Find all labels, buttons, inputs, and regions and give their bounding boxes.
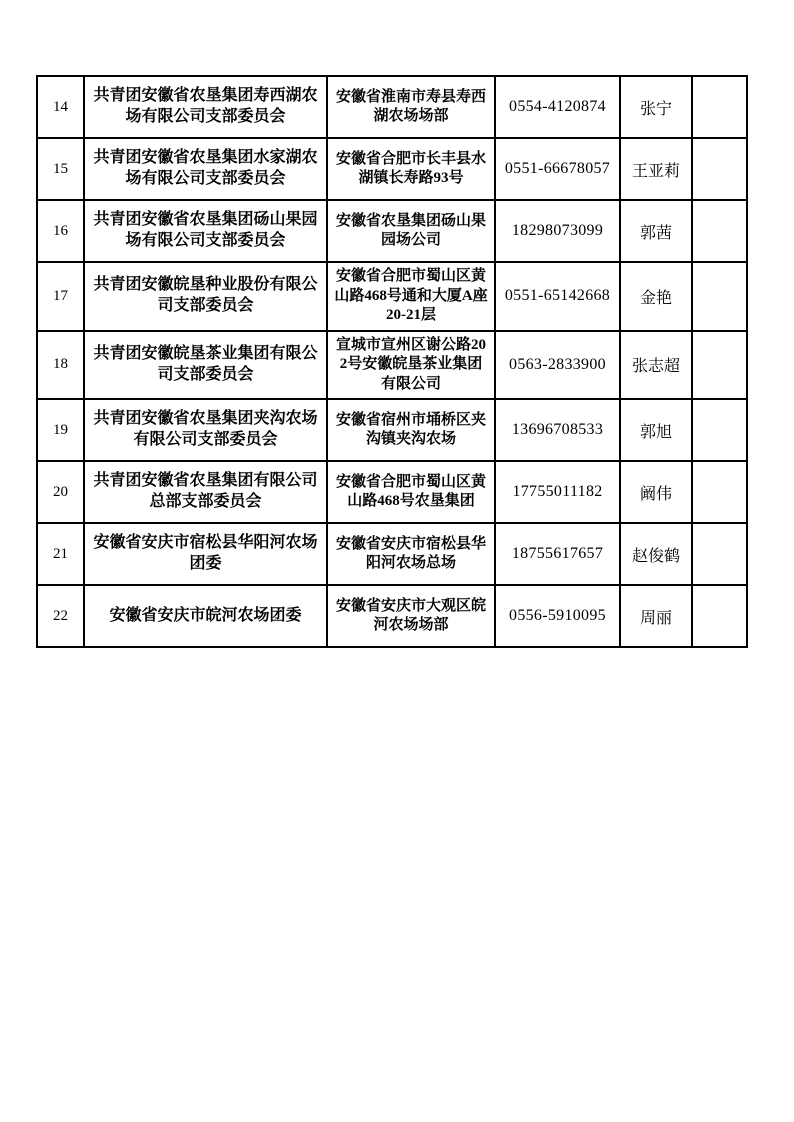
- phone-number-cell: 0563-2833900: [495, 331, 620, 400]
- address-cell: 安徽省安庆市大观区皖河农场场部: [327, 585, 495, 647]
- address-cell: 安徽省农垦集团砀山果园场公司: [327, 200, 495, 262]
- row-number-cell: 18: [37, 331, 84, 400]
- table-row: [37, 461, 747, 523]
- contact-person-cell: 郭茜: [620, 200, 692, 262]
- phone-number-cell: 18298073099: [495, 200, 620, 262]
- phone-number-cell: 0556-5910095: [495, 585, 620, 647]
- table-row: [37, 138, 747, 200]
- phone-number-cell: 0551-65142668: [495, 262, 620, 331]
- empty-note-cell: [692, 200, 747, 262]
- table-row: [37, 200, 747, 262]
- contact-person-cell: 周丽: [620, 585, 692, 647]
- phone-number-cell: 13696708533: [495, 399, 620, 461]
- contact-person-cell: 郭旭: [620, 399, 692, 461]
- table-row: [37, 262, 747, 331]
- contact-person-cell: 金艳: [620, 262, 692, 331]
- row-number-cell: 20: [37, 461, 84, 523]
- contact-person-cell: 阚伟: [620, 461, 692, 523]
- empty-note-cell: [692, 262, 747, 331]
- empty-note-cell: [692, 76, 747, 138]
- row-number-cell: 19: [37, 399, 84, 461]
- row-number-cell: 14: [37, 76, 84, 138]
- organization-name-cell: 安徽省安庆市皖河农场团委: [84, 585, 327, 647]
- table-row: [37, 76, 747, 138]
- address-cell: 安徽省淮南市寿县寿西湖农场场部: [327, 76, 495, 138]
- row-number-cell: 16: [37, 200, 84, 262]
- table-row: [37, 331, 747, 400]
- table-row: [37, 585, 747, 647]
- contact-person-cell: 张志超: [620, 331, 692, 400]
- row-number-cell: 17: [37, 262, 84, 331]
- address-cell: 安徽省合肥市长丰县水湖镇长寿路93号: [327, 138, 495, 200]
- organization-name-cell: 安徽省安庆市宿松县华阳河农场团委: [84, 523, 327, 585]
- phone-number-cell: 17755011182: [495, 461, 620, 523]
- address-cell: 安徽省合肥市蜀山区黄山路468号通和大厦A座20-21层: [327, 262, 495, 331]
- empty-note-cell: [692, 399, 747, 461]
- address-cell: 安徽省合肥市蜀山区黄山路468号农垦集团: [327, 461, 495, 523]
- contact-person-cell: 张宁: [620, 76, 692, 138]
- address-cell: 宣城市宣州区谢公路202号安徽皖垦茶业集团有限公司: [327, 331, 495, 400]
- empty-note-cell: [692, 331, 747, 400]
- committee-table-container: [36, 75, 746, 648]
- row-number-cell: 21: [37, 523, 84, 585]
- row-number-cell: 15: [37, 138, 84, 200]
- organization-name-cell: 共青团安徽省农垦集团寿西湖农场有限公司支部委员会: [84, 76, 327, 138]
- phone-number-cell: 18755617657: [495, 523, 620, 585]
- organization-name-cell: 共青团安徽皖垦茶业集团有限公司支部委员会: [84, 331, 327, 400]
- table-body: [37, 76, 747, 647]
- phone-number-cell: 0551-66678057: [495, 138, 620, 200]
- organization-name-cell: 共青团安徽皖垦种业股份有限公司支部委员会: [84, 262, 327, 331]
- table-row: [37, 399, 747, 461]
- empty-note-cell: [692, 585, 747, 647]
- organization-name-cell: 共青团安徽省农垦集团砀山果园场有限公司支部委员会: [84, 200, 327, 262]
- address-cell: 安徽省宿州市埇桥区夹沟镇夹沟农场: [327, 399, 495, 461]
- empty-note-cell: [692, 523, 747, 585]
- contact-person-cell: 赵俊鹤: [620, 523, 692, 585]
- phone-number-cell: 0554-4120874: [495, 76, 620, 138]
- organization-name-cell: 共青团安徽省农垦集团水家湖农场有限公司支部委员会: [84, 138, 327, 200]
- table-row: [37, 523, 747, 585]
- empty-note-cell: [692, 461, 747, 523]
- organization-name-cell: 共青团安徽省农垦集团有限公司总部支部委员会: [84, 461, 327, 523]
- committee-table: [36, 75, 748, 648]
- empty-note-cell: [692, 138, 747, 200]
- organization-name-cell: 共青团安徽省农垦集团夹沟农场有限公司支部委员会: [84, 399, 327, 461]
- contact-person-cell: 王亚莉: [620, 138, 692, 200]
- row-number-cell: 22: [37, 585, 84, 647]
- address-cell: 安徽省安庆市宿松县华阳河农场总场: [327, 523, 495, 585]
